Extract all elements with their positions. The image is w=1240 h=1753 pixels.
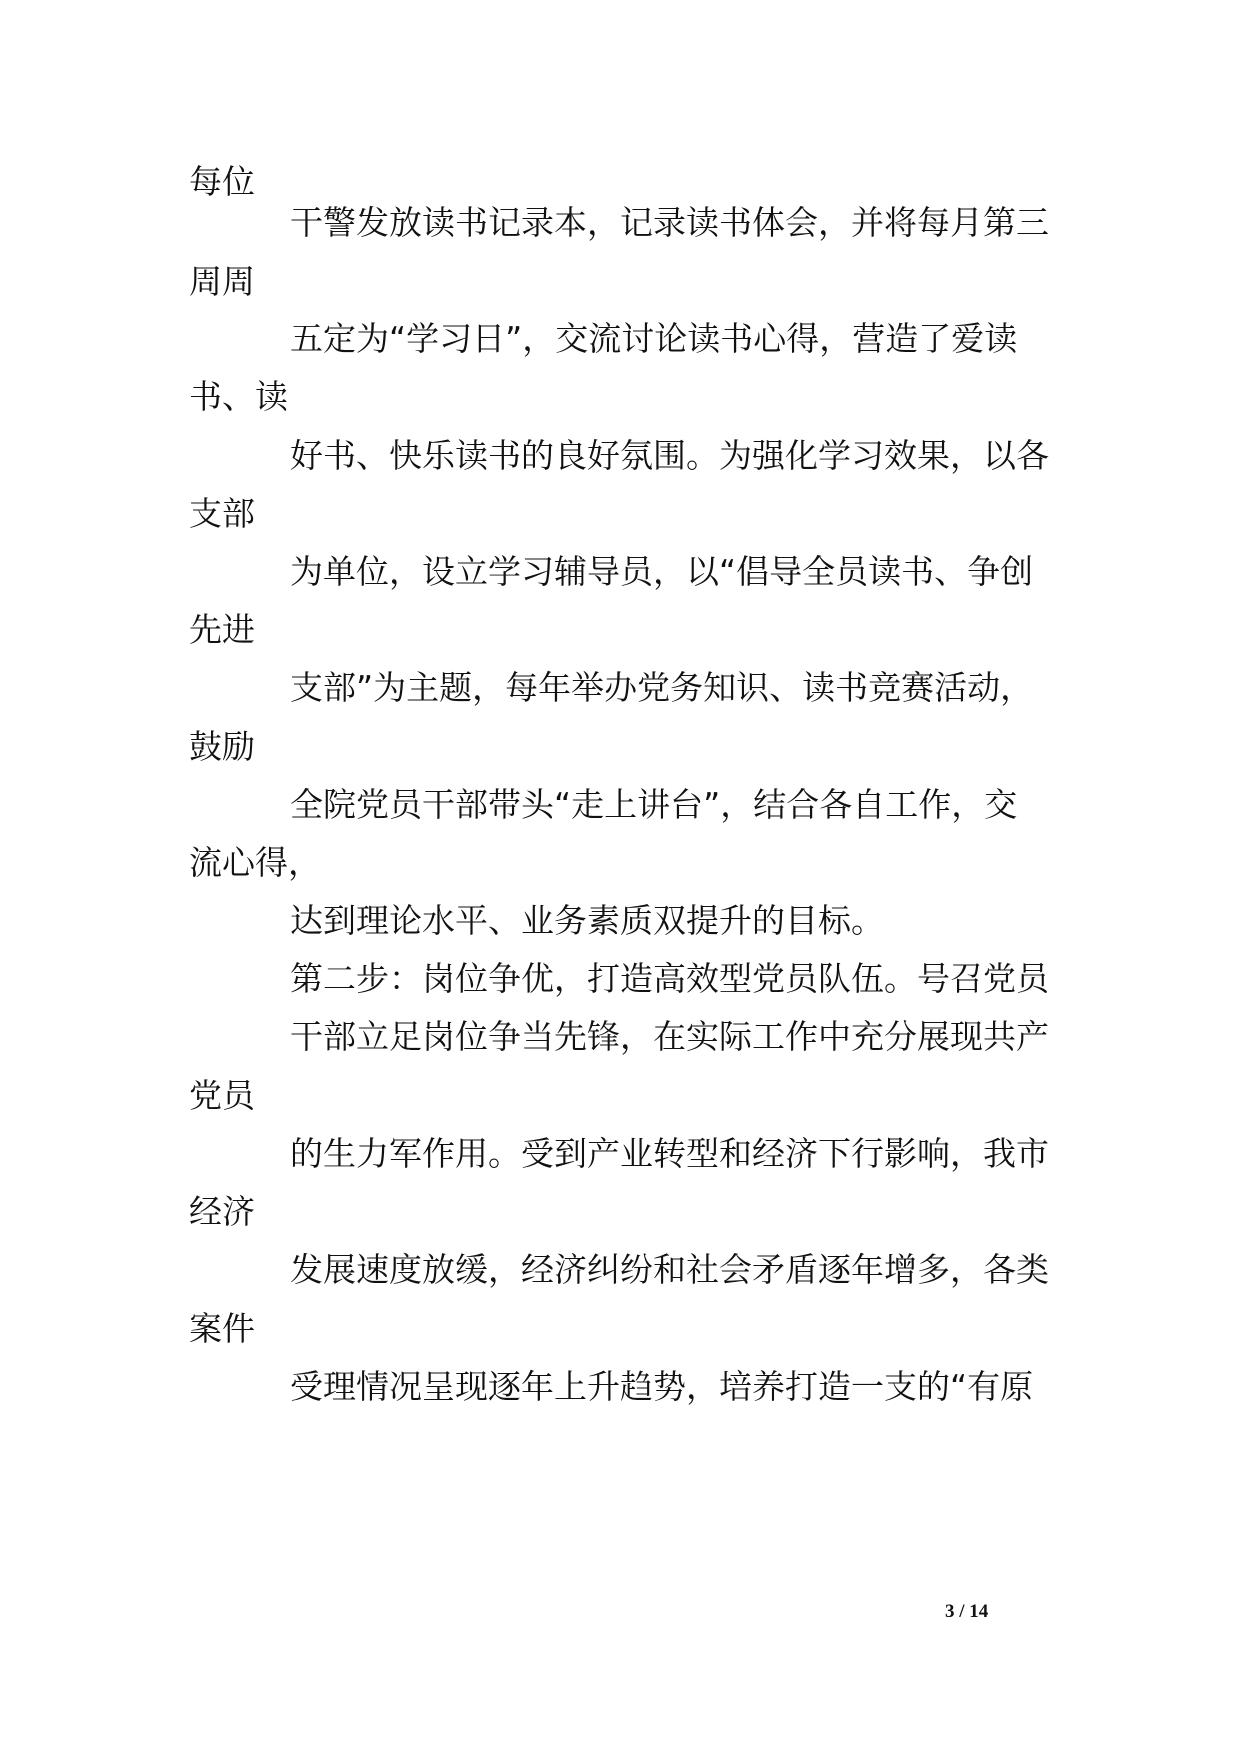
- text-line: 第二步：岗位争优，打造高效型党员队伍。号召党员: [290, 959, 1049, 998]
- text-line: 经济: [189, 1192, 255, 1231]
- text-line: 流心得，: [189, 843, 321, 882]
- text-line: 发展速度放缓，经济纠纷和社会矛盾逐年增多，各类: [290, 1250, 1049, 1289]
- text-line: 五定为“学习日”，交流讨论读书心得，营造了爱读: [290, 319, 1018, 358]
- text-line: 案件: [189, 1309, 255, 1348]
- text-line: 支部: [189, 494, 255, 533]
- text-line: 干部立足岗位争当先锋，在实际工作中充分展现共产: [290, 1017, 1049, 1056]
- text-line: 全院党员干部带头“走上讲台”，结合各自工作，交: [290, 785, 1018, 824]
- text-line: 的生力军作用。受到产业转型和经济下行影响，我市: [290, 1134, 1049, 1173]
- text-line: 干警发放读书记录本，记录读书体会，并将每月第三: [290, 203, 1049, 242]
- page-number: 3 / 14: [945, 1601, 989, 1622]
- text-line: 先进: [189, 610, 255, 649]
- text-line: 好书、快乐读书的良好氛围。为强化学习效果，以各: [290, 436, 1049, 475]
- text-line: 鼓励: [189, 727, 255, 766]
- text-line: 达到理论水平、业务素质双提升的目标。: [290, 901, 884, 940]
- text-line: 支部”为主题，每年举办党务知识、读书竞赛活动，: [290, 668, 1034, 707]
- text-line: 党员: [189, 1076, 255, 1115]
- text-line: 为单位，设立学习辅导员，以“倡导全员读书、争创: [290, 552, 1034, 591]
- text-line: 每位: [189, 162, 255, 201]
- text-line: 书、读: [189, 377, 288, 416]
- text-line: 受理情况呈现逐年上升趋势，培养打造一支的“有原: [290, 1367, 1034, 1406]
- text-line: 周周: [189, 262, 255, 301]
